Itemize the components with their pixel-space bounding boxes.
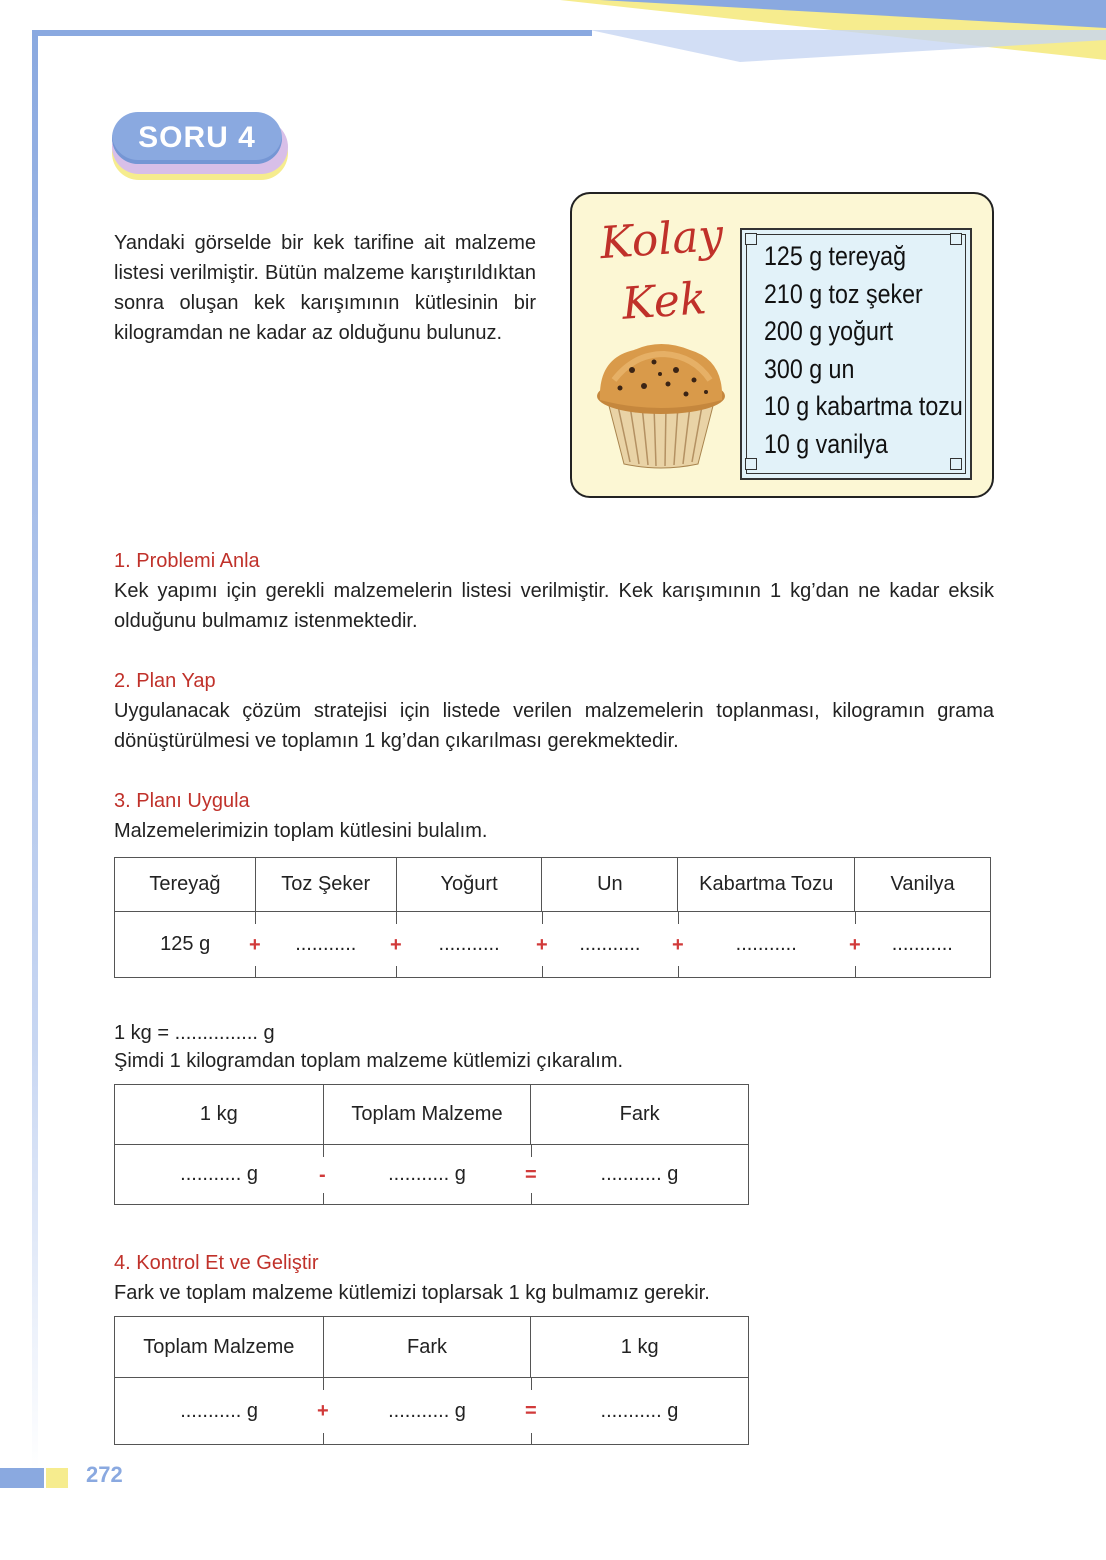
section-heading-2: 2. Plan Yap — [114, 670, 216, 692]
value-cell: ........... — [678, 912, 855, 978]
header-fark: Fark — [531, 1085, 749, 1145]
header-toplam-malzeme: Toplam Malzeme — [323, 1085, 531, 1145]
plus-operator: + — [390, 934, 402, 956]
value-cell: ........... g — [115, 1378, 324, 1445]
ingredient-item: 210 g toz şeker — [764, 278, 923, 309]
page-frame-left — [32, 30, 38, 1470]
ingredient-item: 300 g un — [764, 353, 855, 384]
question-badge — [112, 112, 288, 182]
value-cell: ........... g — [323, 1145, 531, 1205]
page-corner-decoration — [0, 0, 1106, 80]
muffin-image — [594, 340, 728, 470]
recipe-title-line2: Kek — [620, 273, 709, 330]
value-cell: ........... — [396, 912, 542, 978]
page-number: 272 — [86, 1462, 123, 1487]
difference-table — [114, 1084, 749, 1205]
plus-operator: + — [849, 934, 861, 956]
plus-operator: + — [249, 934, 261, 956]
header-1kg: 1 kg — [531, 1317, 749, 1378]
page-frame-top — [32, 30, 592, 36]
value-cell: ........... — [542, 912, 678, 978]
subtract-instruction: Şimdi 1 kilogramdan toplam malzeme kütlemizi çıkaralım. — [114, 1050, 624, 1072]
value-cell: 125 g — [115, 912, 256, 978]
ingredients-sum-table — [114, 857, 991, 978]
ingredient-item: 10 g kabartma tozu — [764, 391, 963, 421]
ingredient-item: 10 g vanilya — [764, 428, 888, 459]
header-un: Un — [542, 858, 678, 912]
section-text-4: Fark ve toplam malzeme kütlemizi toplarsak 1 kg bulmamız gerekir. — [114, 1282, 710, 1304]
equals-operator: = — [525, 1164, 537, 1186]
corner-ornament — [745, 233, 757, 245]
conversion-line: 1 kg = ............... g — [114, 1022, 275, 1044]
header-kabartma-tozu: Kabartma Tozu — [678, 858, 855, 912]
ingredient-item: 125 g tereyağ — [764, 241, 907, 271]
question-badge-label: SORU 4 — [138, 121, 256, 154]
page-footer-bar-accent — [46, 1468, 68, 1488]
value-cell: ........... g — [531, 1378, 749, 1445]
section-heading-4: 4. Kontrol Et ve Geliştir — [114, 1252, 319, 1274]
header-vanilya: Vanilya — [855, 858, 991, 912]
header-yogurt: Yoğurt — [396, 858, 542, 912]
corner-ornament — [745, 458, 757, 470]
header-toz-seker: Toz Şeker — [255, 858, 396, 912]
page-footer-bar — [0, 1468, 44, 1488]
section-text-3: Malzemelerimizin toplam kütlesini bulalım. — [114, 820, 488, 842]
value-cell: ........... g — [115, 1145, 324, 1205]
section-heading-3: 3. Planı Uygula — [114, 790, 250, 812]
value-cell: ........... g — [323, 1378, 531, 1445]
header-tereyag: Tereyağ — [115, 858, 256, 912]
equals-operator: = — [525, 1400, 537, 1422]
plus-operator: + — [672, 934, 684, 956]
ingredient-item: 200 g yoğurt — [764, 316, 894, 346]
header-fark: Fark — [323, 1317, 531, 1378]
value-cell: ........... g — [531, 1145, 749, 1205]
question-text: Yandaki görselde bir kek tarifine ait malzeme listesi verilmiştir. Bütün malzeme karıştırıldıktan sonra oluşan kek karışımının kütlesinin bir kilogramdan ne kadar az olduğunu bulunuz. — [114, 232, 536, 344]
plus-operator: + — [317, 1400, 329, 1422]
recipe-title-line1: Kolay — [598, 209, 725, 270]
plus-operator: + — [536, 934, 548, 956]
header-1kg: 1 kg — [115, 1085, 324, 1145]
check-table — [114, 1316, 749, 1445]
value-cell: ........... — [855, 912, 991, 978]
header-toplam-malzeme: Toplam Malzeme — [115, 1317, 324, 1378]
section-heading-1: 1. Problemi Anla — [114, 550, 260, 572]
section-text-2: Uygulanacak çözüm stratejisi için listede verilen malzemelerin toplanması, kilogramın grama dönüştürülmesi ve toplamın 1 kg’dan çıkarılması gerekmektedir. — [114, 700, 994, 752]
section-text-1: Kek yapımı için gerekli malzemelerin listesi verilmiştir. Kek karışımının 1 kg’dan ne kadar eksik olduğunu bulmamız istenmektedir. — [114, 580, 994, 632]
minus-operator: - — [319, 1164, 326, 1186]
ingredients-list — [764, 238, 995, 463]
value-cell: ........... — [255, 912, 396, 978]
